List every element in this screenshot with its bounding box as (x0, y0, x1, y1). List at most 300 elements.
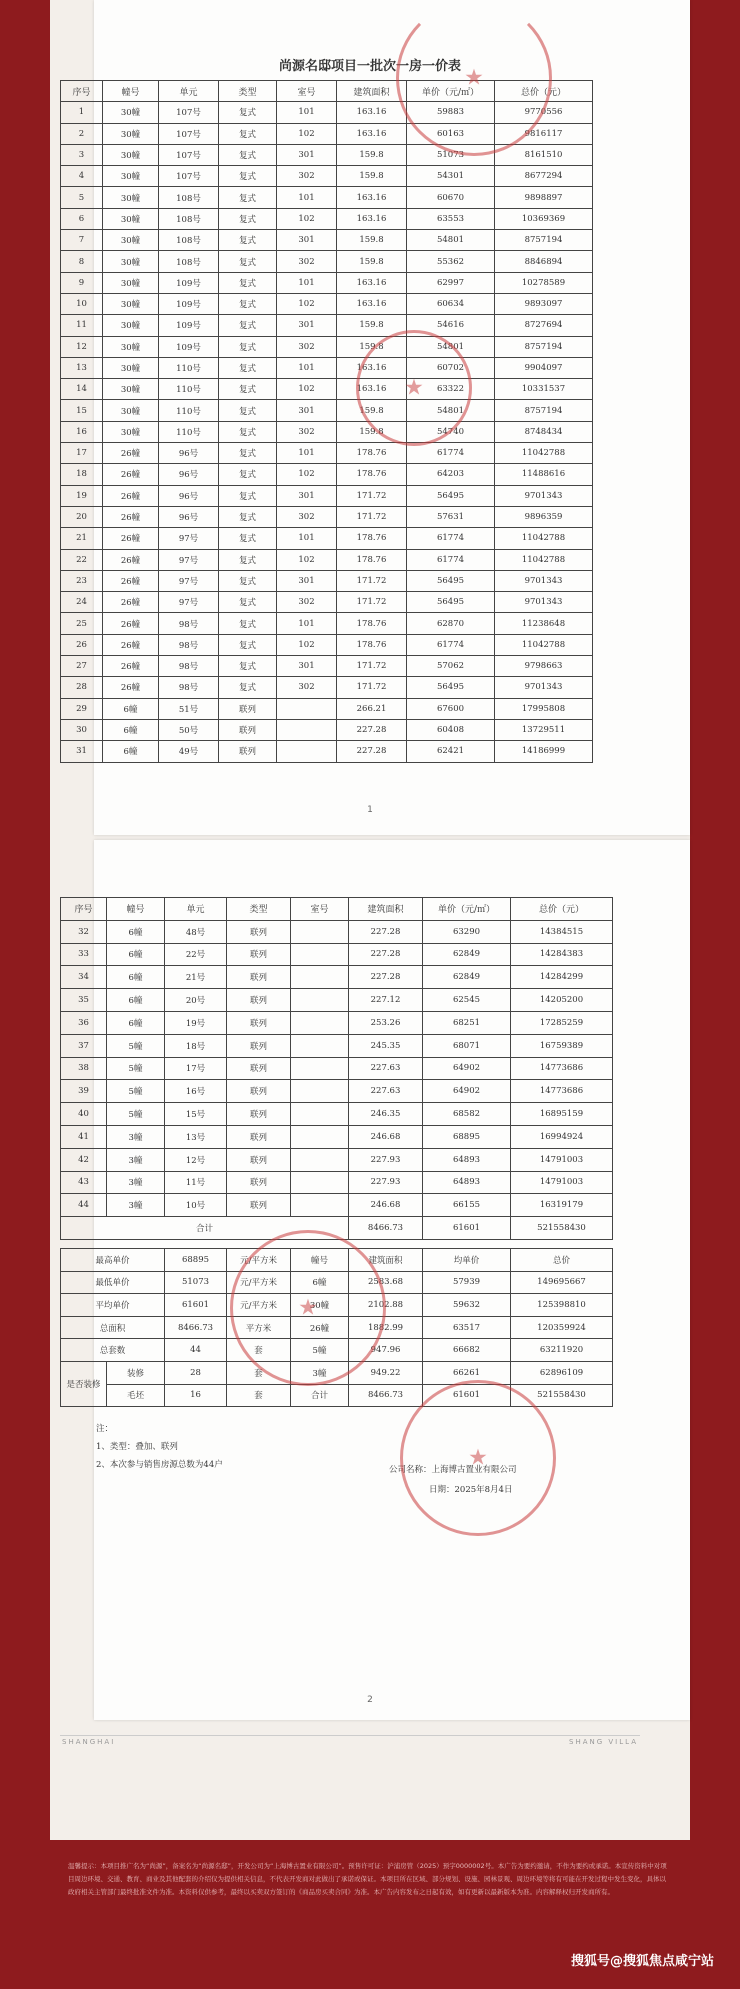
table-cell: 246.68 (349, 1125, 423, 1148)
table-cell: 101 (277, 187, 337, 208)
summary-row (61, 1294, 613, 1317)
summary-row (61, 1384, 613, 1407)
summary-area: 2583.68 (349, 1271, 423, 1294)
table-cell: 13729511 (495, 719, 593, 740)
table-cell: 联列 (227, 1057, 291, 1080)
table-cell: 42 (61, 1148, 107, 1171)
table-cell: 11042788 (495, 443, 593, 464)
table-cell: 54616 (407, 315, 495, 336)
table-cell: 64902 (423, 1080, 511, 1103)
table-cell: 102 (277, 293, 337, 314)
table-cell: 联列 (227, 943, 291, 966)
table-row (61, 920, 613, 943)
table-cell: 8748434 (495, 421, 593, 442)
table-cell: 102 (277, 464, 337, 485)
table-cell: 30幢 (103, 379, 159, 400)
table-cell: 31 (61, 741, 103, 762)
table-row (61, 1011, 613, 1034)
table-row (61, 741, 593, 762)
summary-area: 8466.73 (349, 1384, 423, 1407)
table-row (61, 549, 593, 570)
table-cell: 9701343 (495, 592, 593, 613)
summary-value: 61601 (165, 1294, 227, 1317)
table-cell: 复式 (219, 549, 277, 570)
summary-total: 125398810 (511, 1294, 613, 1317)
table-row (61, 1080, 613, 1103)
table-cell: 59883 (407, 102, 495, 123)
column-header: 序号 (61, 81, 103, 102)
table-cell: 159.8 (337, 144, 407, 165)
total-unit-price: 61601 (423, 1217, 511, 1240)
summary-value: 68895 (165, 1249, 227, 1272)
table-cell: 50号 (159, 719, 219, 740)
table-cell: 302 (277, 421, 337, 442)
table-row (61, 315, 593, 336)
table-cell: 163.16 (337, 293, 407, 314)
table-cell: 33 (61, 943, 107, 966)
table-cell: 30幢 (103, 272, 159, 293)
table-cell: 9898897 (495, 187, 593, 208)
table-cell: 61774 (407, 549, 495, 570)
table-cell: 109号 (159, 315, 219, 336)
table-cell: 9701343 (495, 485, 593, 506)
table-cell: 246.68 (349, 1194, 423, 1217)
summary-unit: 平方米 (227, 1316, 291, 1339)
table-cell: 56495 (407, 592, 495, 613)
table-cell: 37 (61, 1034, 107, 1057)
table-cell: 26幢 (103, 485, 159, 506)
table-cell: 101 (277, 357, 337, 378)
table-cell: 101 (277, 613, 337, 634)
table-cell: 36 (61, 1011, 107, 1034)
table-cell: 联列 (227, 1080, 291, 1103)
table-cell: 22号 (165, 943, 227, 966)
table-row (61, 123, 593, 144)
table-cell: 11 (61, 315, 103, 336)
table-cell: 20号 (165, 989, 227, 1012)
table-cell: 25 (61, 613, 103, 634)
table-cell: 64902 (423, 1057, 511, 1080)
table-cell: 2 (61, 123, 103, 144)
table-cell: 9701343 (495, 677, 593, 698)
table-cell: 98号 (159, 613, 219, 634)
summary-row (61, 1316, 613, 1339)
summary-avg: 61601 (423, 1384, 511, 1407)
table-cell: 复式 (219, 400, 277, 421)
table-cell: 178.76 (337, 634, 407, 655)
table-cell: 复式 (219, 357, 277, 378)
table-cell: 11号 (165, 1171, 227, 1194)
table-cell: 14384515 (511, 920, 613, 943)
summary-area: 947.96 (349, 1339, 423, 1362)
table-cell: 163.16 (337, 379, 407, 400)
table-row (61, 570, 593, 591)
table-cell: 6幢 (107, 966, 165, 989)
table-cell: 6幢 (103, 719, 159, 740)
table-cell: 26幢 (103, 613, 159, 634)
table-cell: 60702 (407, 357, 495, 378)
table-cell: 20 (61, 506, 103, 527)
table-row (61, 379, 593, 400)
table-cell: 8846894 (495, 251, 593, 272)
table-cell: 17 (61, 443, 103, 464)
table-cell: 12 (61, 336, 103, 357)
summary-row-label: 装修 (107, 1361, 165, 1384)
summary-total: 149695667 (511, 1271, 613, 1294)
table-cell (291, 920, 349, 943)
table-cell (291, 989, 349, 1012)
table-cell: 40 (61, 1103, 107, 1126)
table-cell: 16895159 (511, 1103, 613, 1126)
table-cell: 12号 (165, 1148, 227, 1171)
table-row (61, 1103, 613, 1126)
table-cell: 复式 (219, 166, 277, 187)
table-cell: 63322 (407, 379, 495, 400)
table-cell: 联列 (227, 1171, 291, 1194)
table-cell: 9701343 (495, 570, 593, 591)
table-cell: 68895 (423, 1125, 511, 1148)
table-cell: 110号 (159, 400, 219, 421)
table-cell: 14773686 (511, 1057, 613, 1080)
table-row (61, 592, 593, 613)
table-cell: 联列 (227, 1034, 291, 1057)
table-cell: 16319179 (511, 1194, 613, 1217)
table-cell: 60670 (407, 187, 495, 208)
table-cell: 62849 (423, 966, 511, 989)
table-row (61, 1148, 613, 1171)
table-cell (291, 1148, 349, 1171)
table-cell: 60163 (407, 123, 495, 144)
summary-unit: 元/平方米 (227, 1249, 291, 1272)
table-cell: 109号 (159, 293, 219, 314)
table-cell: 8 (61, 251, 103, 272)
table-cell: 54301 (407, 166, 495, 187)
table-cell: 108号 (159, 251, 219, 272)
summary-total: 521558430 (511, 1384, 613, 1407)
table-cell: 1 (61, 102, 103, 123)
table-cell: 复式 (219, 379, 277, 400)
table-cell: 复式 (219, 506, 277, 527)
table-cell: 108号 (159, 230, 219, 251)
table-cell: 5幢 (107, 1057, 165, 1080)
table-cell: 9896359 (495, 506, 593, 527)
table-cell: 96号 (159, 506, 219, 527)
table-cell: 163.16 (337, 357, 407, 378)
table-cell: 5幢 (107, 1103, 165, 1126)
summary-value: 44 (165, 1339, 227, 1362)
summary-building: 30幢 (291, 1294, 349, 1317)
table-cell: 30幢 (103, 293, 159, 314)
table-cell: 9893097 (495, 293, 593, 314)
table-cell: 171.72 (337, 592, 407, 613)
table-cell: 68071 (423, 1034, 511, 1057)
table-cell: 64893 (423, 1148, 511, 1171)
column-header: 类型 (219, 81, 277, 102)
table-cell: 6幢 (103, 741, 159, 762)
table-cell: 35 (61, 989, 107, 1012)
table-cell: 163.16 (337, 187, 407, 208)
column-header: 单价（元/㎡） (423, 898, 511, 921)
table-cell: 102 (277, 123, 337, 144)
table-cell: 30幢 (103, 230, 159, 251)
total-row (61, 1217, 613, 1240)
table-row (61, 634, 593, 655)
table-cell: 15号 (165, 1103, 227, 1126)
table-cell: 6幢 (107, 943, 165, 966)
total-area: 8466.73 (349, 1217, 423, 1240)
table-cell: 43 (61, 1171, 107, 1194)
table-cell: 102 (277, 549, 337, 570)
table-cell: 联列 (227, 1011, 291, 1034)
table-cell: 14791003 (511, 1171, 613, 1194)
table-cell: 18 (61, 464, 103, 485)
summary-row (61, 1339, 613, 1362)
table-cell: 9770556 (495, 102, 593, 123)
table-cell: 171.72 (337, 506, 407, 527)
table-cell (291, 1080, 349, 1103)
sign-date: 日期：2025年8月4日 (429, 1485, 513, 1495)
table-cell: 19 (61, 485, 103, 506)
table-row (61, 1125, 613, 1148)
table-cell: 复式 (219, 443, 277, 464)
table-cell: 96号 (159, 485, 219, 506)
table-cell: 97号 (159, 592, 219, 613)
table-cell: 227.93 (349, 1171, 423, 1194)
summary-unit: 套 (227, 1339, 291, 1362)
table-cell: 11042788 (495, 549, 593, 570)
table-cell: 6幢 (107, 920, 165, 943)
summary-avg: 59632 (423, 1294, 511, 1317)
table-row (61, 1194, 613, 1217)
table-cell: 联列 (227, 920, 291, 943)
table-cell: 32 (61, 920, 107, 943)
table-cell: 110号 (159, 357, 219, 378)
summary-area: 2102.88 (349, 1294, 423, 1317)
table-row (61, 528, 593, 549)
table-cell: 159.8 (337, 400, 407, 421)
table-cell: 178.76 (337, 443, 407, 464)
table-cell: 复式 (219, 485, 277, 506)
summary-building: 6幢 (291, 1271, 349, 1294)
table-cell: 复式 (219, 677, 277, 698)
table-cell: 6幢 (107, 989, 165, 1012)
table-cell: 17号 (165, 1057, 227, 1080)
table-cell: 302 (277, 166, 337, 187)
table-cell: 62997 (407, 272, 495, 293)
table-row (61, 989, 613, 1012)
summary-unit: 套 (227, 1384, 291, 1407)
summary-row-label: 毛坯 (107, 1384, 165, 1407)
table-row (61, 166, 593, 187)
table-cell: 159.8 (337, 336, 407, 357)
table-cell: 163.16 (337, 102, 407, 123)
summary-building: 3幢 (291, 1361, 349, 1384)
table-cell: 108号 (159, 208, 219, 229)
table-cell: 14284383 (511, 943, 613, 966)
table-cell: 38 (61, 1057, 107, 1080)
table-cell: 56495 (407, 570, 495, 591)
table-cell: 复式 (219, 336, 277, 357)
column-header: 序号 (61, 898, 107, 921)
table-cell: 联列 (227, 1148, 291, 1171)
table-cell: 63290 (423, 920, 511, 943)
table-cell: 159.8 (337, 230, 407, 251)
table-row (61, 1057, 613, 1080)
table-row (61, 272, 593, 293)
signature-block (389, 1460, 517, 1500)
table-cell: 联列 (219, 719, 277, 740)
table-cell: 26幢 (103, 634, 159, 655)
summary-row-label: 最高单价 (61, 1249, 165, 1272)
table-cell: 60408 (407, 719, 495, 740)
table-cell: 6幢 (103, 698, 159, 719)
table-cell: 98号 (159, 677, 219, 698)
table-cell: 复式 (219, 656, 277, 677)
table-cell: 68582 (423, 1103, 511, 1126)
decoration-group-label: 是否装修 (61, 1361, 107, 1406)
summary-building: 5幢 (291, 1339, 349, 1362)
summary-col-header: 总价 (511, 1249, 613, 1272)
table-cell: 101 (277, 272, 337, 293)
note-item: 1、类型：叠加、联列 (96, 1442, 178, 1452)
table-cell: 26幢 (103, 570, 159, 591)
table-cell: 6幢 (107, 1011, 165, 1034)
column-header: 总价（元） (495, 81, 593, 102)
table-cell: 178.76 (337, 528, 407, 549)
table-cell: 联列 (227, 1103, 291, 1126)
notes-block (96, 1420, 223, 1474)
table-cell: 57062 (407, 656, 495, 677)
footer-left-word: SHANGHAI (62, 1738, 116, 1746)
table-cell: 107号 (159, 144, 219, 165)
table-cell: 联列 (227, 966, 291, 989)
table-cell: 63553 (407, 208, 495, 229)
table-cell: 4 (61, 166, 103, 187)
table-cell: 16号 (165, 1080, 227, 1103)
table-row (61, 943, 613, 966)
table-cell: 98号 (159, 656, 219, 677)
table-cell: 30幢 (103, 400, 159, 421)
table-header-row (61, 81, 593, 102)
notes-title: 注： (96, 1424, 114, 1434)
table-cell: 98号 (159, 634, 219, 655)
table-cell (291, 943, 349, 966)
summary-value: 8466.73 (165, 1316, 227, 1339)
table-cell (277, 719, 337, 740)
table-cell: 30幢 (103, 123, 159, 144)
table-cell: 245.35 (349, 1034, 423, 1057)
table-cell: 97号 (159, 528, 219, 549)
table-cell: 30幢 (103, 251, 159, 272)
table-header-row (61, 898, 613, 921)
column-header: 单价（元/㎡） (407, 81, 495, 102)
summary-area: 1882.99 (349, 1316, 423, 1339)
table-cell: 68251 (423, 1011, 511, 1034)
table-cell: 26幢 (103, 464, 159, 485)
table-row (61, 698, 593, 719)
table-cell (291, 1103, 349, 1126)
table-cell (291, 1125, 349, 1148)
table-cell: 301 (277, 315, 337, 336)
table-cell: 39 (61, 1080, 107, 1103)
table-cell (291, 1057, 349, 1080)
table-row (61, 719, 593, 740)
table-cell: 18号 (165, 1034, 227, 1057)
table-cell: 9798663 (495, 656, 593, 677)
table-cell: 17285259 (511, 1011, 613, 1034)
table-cell: 11238648 (495, 613, 593, 634)
summary-row-label: 最低单价 (61, 1271, 165, 1294)
table-cell: 22 (61, 549, 103, 570)
table-cell: 复式 (219, 421, 277, 442)
table-cell: 61774 (407, 443, 495, 464)
summary-value: 28 (165, 1361, 227, 1384)
price-table-page-1 (60, 80, 593, 763)
price-table-page-2 (60, 897, 613, 1240)
table-cell: 227.28 (349, 966, 423, 989)
table-cell: 60634 (407, 293, 495, 314)
table-cell: 227.93 (349, 1148, 423, 1171)
table-cell: 266.21 (337, 698, 407, 719)
table-cell: 227.28 (349, 920, 423, 943)
table-cell: 64203 (407, 464, 495, 485)
summary-value: 51073 (165, 1271, 227, 1294)
summary-row-label: 总套数 (61, 1339, 165, 1362)
table-cell: 30幢 (103, 336, 159, 357)
table-cell: 62849 (423, 943, 511, 966)
table-cell: 17995808 (495, 698, 593, 719)
table-cell: 64893 (423, 1171, 511, 1194)
table-cell: 联列 (219, 698, 277, 719)
table-cell: 110号 (159, 379, 219, 400)
table-cell: 30幢 (103, 357, 159, 378)
table-cell: 3 (61, 144, 103, 165)
summary-building: 26幢 (291, 1316, 349, 1339)
table-cell: 30幢 (103, 187, 159, 208)
table-cell: 9904097 (495, 357, 593, 378)
table-cell: 复式 (219, 251, 277, 272)
table-cell: 26幢 (103, 677, 159, 698)
table-cell: 26幢 (103, 528, 159, 549)
table-cell: 7 (61, 230, 103, 251)
summary-value: 16 (165, 1384, 227, 1407)
disclaimer-text: 温馨提示：本项目推广名为“尚源”，备案名为“尚源名邸”，开发公司为“上海博古置业有限公司”。预售许可证：沪浦房管（2025）预字0000002号。本广告为要约邀请，不作为要约或承诺。本宣传资料中对项目周边环境、交通、教育、商业及其他配套的介绍仅为提供相关信息，不代表开发商对此做出了承诺或保证。本项目所在区域、部分规划、设施、园林景观、周边环境等将有可能在开发过程中发生变化，具体以政府相关主管部门最终批准文件为准。本资料仅供参考，最终以买卖双方签订的《商品房买卖合同》为准。本广告内容发布之日起有效，如有更新以最新版本为准。内容解释权归开发商所有。 (68, 1862, 667, 1896)
table-cell: 30幢 (103, 166, 159, 187)
table-cell: 8677294 (495, 166, 593, 187)
table-cell: 302 (277, 592, 337, 613)
summary-avg: 57939 (423, 1271, 511, 1294)
page-number-1: 1 (367, 805, 373, 815)
table-cell: 61774 (407, 528, 495, 549)
table-row (61, 357, 593, 378)
table-cell: 21 (61, 528, 103, 549)
table-cell: 26幢 (103, 549, 159, 570)
table-cell: 30幢 (103, 421, 159, 442)
table-cell: 26幢 (103, 656, 159, 677)
column-header: 单元 (159, 81, 219, 102)
table-cell: 5幢 (107, 1034, 165, 1057)
total-label: 合计 (61, 1217, 349, 1240)
summary-building: 合计 (291, 1384, 349, 1407)
table-row (61, 464, 593, 485)
table-cell: 302 (277, 336, 337, 357)
table-cell: 复式 (219, 272, 277, 293)
table-cell: 复式 (219, 613, 277, 634)
table-cell: 8757194 (495, 336, 593, 357)
table-cell: 97号 (159, 549, 219, 570)
table-cell: 10331537 (495, 379, 593, 400)
table-cell: 3幢 (107, 1171, 165, 1194)
